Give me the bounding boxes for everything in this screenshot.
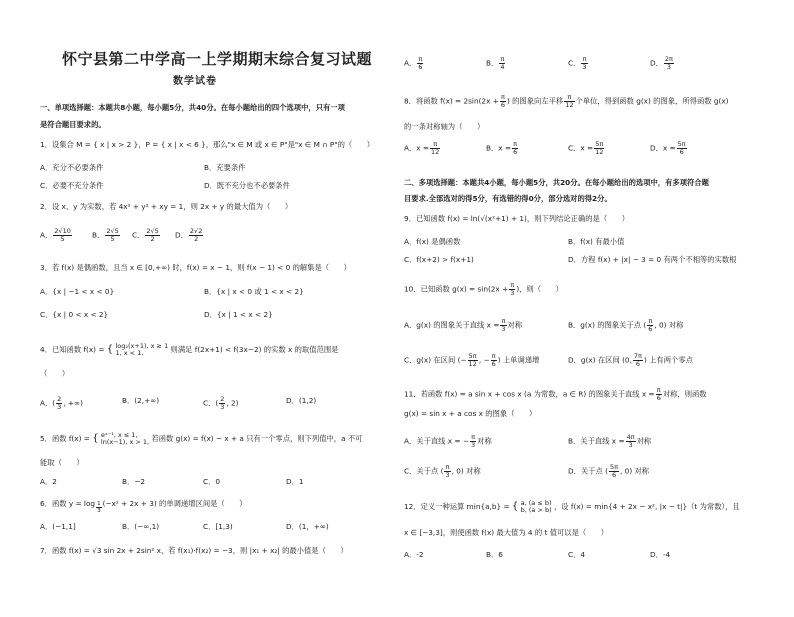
q6-option-b: B．(−∞,1) xyxy=(122,522,160,531)
q1-option-a: A．充分不必要条件 xyxy=(40,163,104,172)
q4-paren: （ ） xyxy=(40,369,70,378)
q10-option-c: C．g(x) 在区间 (− $\frac{5\pi}{12}$ , − $\frac{\pi}{6}$ ) 上单调递增 xyxy=(404,352,540,368)
q7-option-a: A． $\frac{\pi}{6}$ xyxy=(404,55,423,71)
q4-stem: 4．已知函数 f(x) = { log₂(x+1), x ≥ 1 1, x < 1, 则满足 f(2x+1) < f(3x−2) 的实数 x 的取值范围是 xyxy=(40,342,339,357)
section1-heading-cont: 是符合题目要求的。 xyxy=(40,120,106,129)
q2-option-c: C． $\frac{2√5}{2}$ xyxy=(132,227,159,243)
q12-option-d: D．-4 xyxy=(650,550,671,559)
q10-option-b: B．g(x) 的图象关于点 ( $\frac{\pi}{6}$ , 0) 对称 xyxy=(568,317,684,333)
q11-stem: 11．若函数 f(x) = a sin x + cos x (a 为常数，a ∈ R) 的图象关于直线 x = $\frac{\pi}{6}$ 对称，则函数 xyxy=(404,386,707,402)
q7-stem: 7．函数 f(x) = √3 sin 2x + 2sin² x，若 f(x₁)·f(x₂) = −3，则 |x₁ + x₂| 的最小值是（ ） xyxy=(40,546,348,555)
q4-option-b: B．(2,+∞) xyxy=(122,396,160,405)
q12-stem: 12．定义一种运算 min{a,b} = { a, (a ≤ b) b, (a > b) ，设 f(x) = min{4 + 2x − x², |x − t|}（t 为常数），且 xyxy=(404,499,740,514)
q2-option-b: B． $\frac{2√5}{5}$ xyxy=(92,227,119,243)
q8-option-c: C．x = $\frac{5\pi}{12}$ xyxy=(568,140,604,156)
q6-stem: 6．函数 y = log $\frac{1}{3}$ (−x² + 2x + 3) 的单调递增区间是（ ） xyxy=(40,499,247,514)
q12-option-a: A．-2 xyxy=(404,550,424,559)
q9-option-a: A．f(x) 是偶函数 xyxy=(404,237,461,246)
q9-stem: 9．已知函数 f(x) = ln(√(x²+1) + 1)，则下列结论正确的是（ ） xyxy=(404,214,630,223)
q8-option-b: B．x = $\frac{\pi}{6}$ xyxy=(486,140,518,156)
q11-option-d: D．关于点 ( $\frac{5\pi}{6}$ , 0) 对称 xyxy=(568,463,650,479)
q1-stem: 1．设集合 M = { x | x > 2 }，P = { x | x < 6 }，那么"x ∈ M 或 x ∈ P"是"x ∈ M ∩ P"的（ ） xyxy=(40,140,375,149)
q4-brace: { xyxy=(106,344,114,355)
q1-option-c: C．必要不充分条件 xyxy=(40,181,104,190)
q8-stem: 8．将函数 f(x) = 2sin(2x + $\frac{\pi}{6}$ ) 的图象向左平移 $\frac{\pi}{12}$ 个单位，得到函数 g(x) 的图象，所得函数 g(x) xyxy=(404,93,729,109)
q5-option-c: C．0 xyxy=(203,477,221,486)
q5-option-b: B．−2 xyxy=(122,477,146,486)
q10-option-d: D．g(x) 在区间 (0, $\frac{7\pi}{6}$ ) 上有两个零点 xyxy=(568,352,693,368)
q5-option-d: D．1 xyxy=(286,477,304,486)
q9-option-d: D．方程 f(x) + |x| − 3 = 0 有两个不相等的实数根 xyxy=(568,255,737,264)
section2-heading: 二、多项选择题：本题共4小题，每小题5分，共20分。在每小题给出的选项中，有多项符合题 xyxy=(404,178,709,187)
q3-option-a: A．{x | −1 < x < 0} xyxy=(40,287,115,296)
q2-option-a: A． $\frac{2√10}{5}$ xyxy=(40,227,71,243)
q2-d-fraction: $\frac{2√2}{2}$ xyxy=(189,227,203,243)
q5-cases: eˣ⁻¹, x ≤ 1, ln(x−1), x > 1, xyxy=(100,431,150,446)
section1-heading: 一、单项选择题：本题共8小题，每小题5分，共40分。在每小题给出的四个选项中，只有一项 xyxy=(40,103,345,112)
q12-option-b: B．6 xyxy=(486,550,503,559)
page-title: 怀宁县第二中学高一上学期期末综合复习试题 xyxy=(62,50,373,68)
q3-option-c: C．{x | 0 < x < 2} xyxy=(40,310,109,319)
q2-stem: 2．设 x、y 为实数，若 4x² + y² + xy = 1，则 2x + y 的最大值为（ ） xyxy=(40,202,293,211)
q4-option-d: D．(1,2) xyxy=(286,396,317,405)
q12-cases: a, (a ≤ b) b, (a > b) xyxy=(520,499,552,514)
q6-option-d: D．(1，+∞) xyxy=(286,522,329,531)
q8-stem-cont: 的一条对称轴为（ ） xyxy=(404,122,485,131)
q6-log-base: $\frac{1}{3}$ xyxy=(97,501,101,514)
q9-option-c: C．f(x+2) > f(x+1) xyxy=(404,255,474,264)
q1-option-d: D．既不充分也不必要条件 xyxy=(204,181,290,190)
q4-cases: log₂(x+1), x ≥ 1 1, x < 1, xyxy=(115,342,169,357)
q10-option-a: A．g(x) 的图象关于直线 x = $\frac{\pi}{3}$ 对称 xyxy=(404,317,523,333)
q11-option-c: C．关于点 ( $\frac{\pi}{3}$ , 0) 对称 xyxy=(404,463,481,479)
q1-option-b: B．充要条件 xyxy=(204,163,246,172)
q12-brace: { xyxy=(511,501,519,512)
page-subtitle: 数学试卷 xyxy=(173,76,217,87)
q3-stem: 3．若 f(x) 是偶函数，且当 x ∈ [0,+∞) 时，f(x) = x − 1，则 f(x − 1) < 0 的解集是（ ） xyxy=(40,263,351,272)
q11-stem-cont: g(x) = sin x + a cos x 的图象（ ） xyxy=(404,409,537,418)
q4-option-a: A．( $\frac{2}{3}$ , +∞) xyxy=(40,395,83,411)
q12-stem-cont: x ∈ [−3,3]，则使函数 f(x) 最大值为 4 的 t 值可以是（ ） xyxy=(404,528,609,537)
q6-option-a: A．(−1,1] xyxy=(40,522,76,531)
q9-option-b: B．f(x) 有最小值 xyxy=(568,237,625,246)
q2-a-fraction: $\frac{2√10}{5}$ xyxy=(54,227,71,243)
q11-option-b: B．关于直线 x = $\frac{4\pi}{3}$ 对称 xyxy=(568,433,652,449)
q7-option-c: C． $\frac{\pi}{3}$ xyxy=(568,55,587,71)
q8-option-a: A．x = $\frac{\pi}{12}$ xyxy=(404,140,440,156)
q8-option-d: D．x = $\frac{5\pi}{6}$ xyxy=(650,140,686,156)
q3-option-b: B．{x | x < 0 或 1 < x < 2} xyxy=(204,287,304,296)
q2-c-fraction: $\frac{2√5}{2}$ xyxy=(146,227,159,243)
q4-option-c: C．( $\frac{2}{3}$ , 2) xyxy=(203,395,239,411)
q6-option-c: C．[1,3) xyxy=(203,522,233,531)
q5-brace: { xyxy=(92,433,99,444)
q5-option-a: A．2 xyxy=(40,477,57,486)
q12-option-c: C．4 xyxy=(568,550,586,559)
q3-option-d: D．{x | 1 < x < 2} xyxy=(204,310,273,319)
q7-option-d: D． $\frac{2\pi}{3}$ xyxy=(650,55,673,71)
q7-option-b: B． $\frac{\pi}{4}$ xyxy=(486,55,505,71)
q2-b-fraction: $\frac{2√5}{5}$ xyxy=(106,227,119,243)
q5-stem: 5．函数 f(x) = { eˣ⁻¹, x ≤ 1, ln(x−1), x > 1, 若函数 g(x) = f(x) − x + a 只有一个零点，则下列值中，a 不可 xyxy=(40,431,363,446)
q2-option-d: D． $\frac{2√2}{2}$ xyxy=(175,227,203,243)
q11-option-a: A．关于直线 x = − $\frac{\pi}{3}$ 对称 xyxy=(404,433,492,449)
section2-heading-cont: 目要求.全部选对的得5分，有选错的得0分，部分选对的得2分。 xyxy=(404,194,612,203)
q10-stem: 10．已知函数 g(x) = sin(2x + $\frac{\pi}{3}$ )，则（ ） xyxy=(404,281,563,297)
q5-stem-cont: 能取（ ） xyxy=(40,458,84,467)
